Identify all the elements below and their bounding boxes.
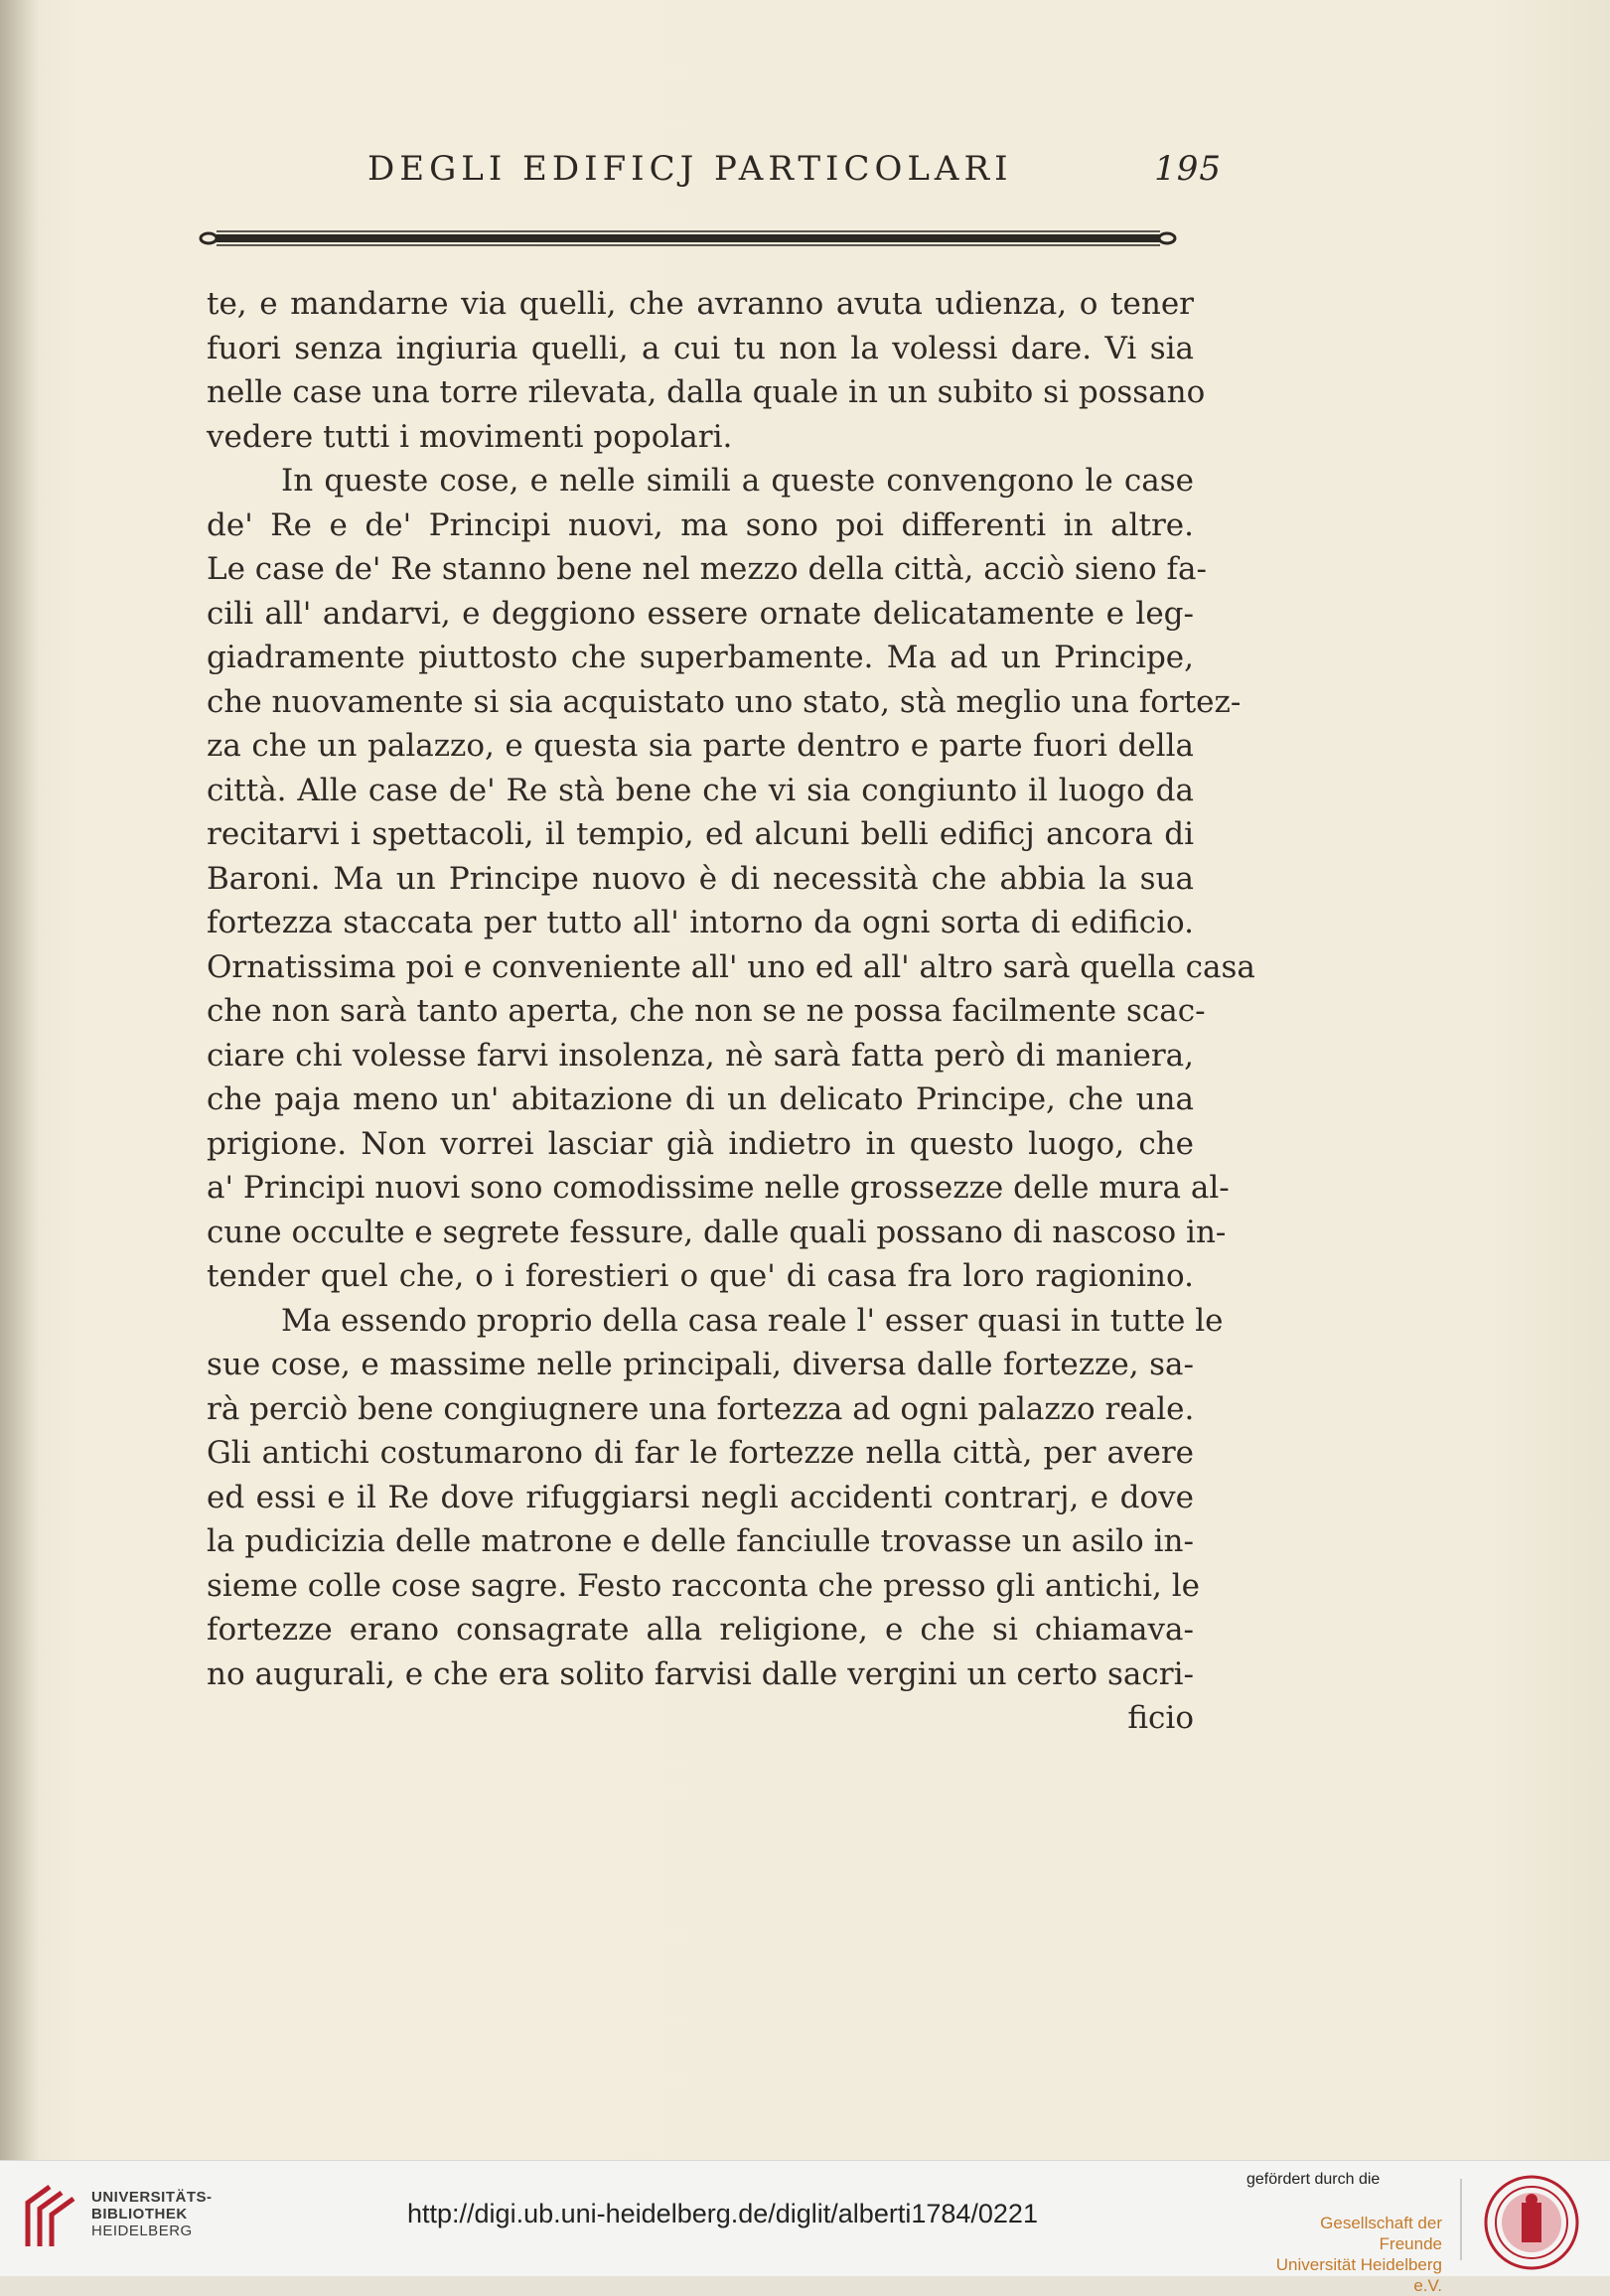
sponsor-name-line1: Gesellschaft der Freunde (1320, 2214, 1442, 2253)
library-name-line3: HEIDELBERG (91, 2223, 193, 2239)
text-line: Baroni. Ma un Principe nuovo è di necessità che abbia la sua (207, 860, 1194, 897)
text-line: no augurali, e che era solito farvisi dalle vergini un certo sacri- (207, 1655, 1194, 1692)
text-line: te, e mandarne via quelli, che avranno avuta udienza, o tener (207, 286, 1194, 322)
text-line: che non sarà tanto aperta, che non se ne possa facilmente scac- (207, 993, 1206, 1029)
university-library-logo-icon (20, 2181, 81, 2252)
text-line: za che un palazzo, e questa sia parte dentro e parte fuori della (207, 728, 1194, 764)
text-line: In queste cose, e nelle simili a queste convengono le case (281, 463, 1194, 499)
text-line: sieme colle cose sagre. Festo racconta che presso gli antichi, le (207, 1567, 1200, 1604)
text-line: cili all' andarvi, e deggiono essere ornate delicatamente e leg- (207, 595, 1194, 632)
ornamental-rule (199, 228, 1177, 248)
university-seal-icon (1482, 2173, 1581, 2272)
spine-shadow (0, 0, 40, 2160)
running-head-title: DEGLI EDIFICJ PARTICOLARI (367, 149, 1013, 189)
body-text (207, 282, 1255, 1741)
sponsor-label: gefördert durch die (1246, 2171, 1381, 2188)
text-line: de' Re e de' Principi nuovi, ma sono poi differenti in altre. (207, 506, 1194, 543)
text-line: fortezze erano consagrate alla religione, e che si chiamava- (207, 1612, 1194, 1648)
text-line: tender quel che, o i forestieri o que' di casa fra loro ragionino. (207, 1258, 1194, 1294)
text-line: sue cose, e massime nelle principali, diversa dalle fortezze, sa- (207, 1347, 1194, 1382)
text-line: Gli antichi costumarono di far le fortezze nella città, per avere (207, 1435, 1194, 1471)
text-line: ficio (1127, 1700, 1194, 1736)
text-line: fuori senza ingiuria quelli, a cui tu non la volessi dare. Vi sia (207, 330, 1194, 366)
footer-divider (1460, 2179, 1462, 2260)
text-line: ed essi e il Re dove rifuggiarsi negli accidenti contrarj, e dove (207, 1479, 1194, 1515)
library-name (91, 2189, 213, 2239)
text-line: città. Alle case de' Re stà bene che vi sia congiunto il luogo da (207, 772, 1194, 808)
text-line: recitarvi i spettacoli, il tempio, ed alcuni belli edificj ancora di (207, 816, 1194, 852)
text-line: giadramente piuttosto che superbamente. Ma ad un Principe, (207, 640, 1194, 675)
text-line: prigione. Non vorrei lasciar già indietro in questo luogo, che (207, 1125, 1194, 1162)
text-line: Ornatissima poi e conveniente all' uno ed all' altro sarà quella casa (207, 948, 1255, 985)
library-name-line2: BIBLIOTHEK (91, 2206, 188, 2223)
text-line: Ma essendo proprio della casa reale l' esser quasi in tutte le (281, 1302, 1224, 1339)
permalink[interactable]: http://digi.ub.uni-heidelberg.de/diglit/alberti1784/0221 (407, 2199, 1038, 2228)
library-name-line1: UNIVERSITÄTS- (91, 2189, 213, 2206)
digitization-footer (0, 2160, 1610, 2295)
text-line: cune occulte e segrete fessure, dalle quali possano di nascoso in- (207, 1214, 1227, 1250)
text-line: vedere tutti i movimenti popolari. (207, 418, 733, 455)
text-line: che nuovamente si sia acquistato uno stato, stà meglio una fortez- (207, 683, 1242, 720)
text-line: che paja meno un' abitazione di un delicato Principe, che una (207, 1081, 1194, 1117)
text-line: a' Principi nuovi sono comodissime nelle grossezze delle mura al- (207, 1170, 1230, 1206)
text-line: Le case de' Re stanno bene nel mezzo della città, acciò sieno fa- (207, 551, 1207, 587)
text-line: la pudicizia delle matrone e delle fanciulle trovasse un asilo in- (207, 1523, 1194, 1559)
sponsor-name-line2: Universität Heidelberg e.V. (1275, 2255, 1442, 2295)
text-line: nelle case una torre rilevata, dalla quale in un subito si possano (207, 374, 1206, 410)
text-line: ciare chi volesse farvi insolenza, nè sarà fatta però di maniera, (207, 1037, 1194, 1074)
text-line: fortezza staccata per tutto all' intorno da ogni sorta di edificio. (207, 905, 1194, 940)
sponsor-name (1253, 2213, 1442, 2296)
page-number: 195 (1154, 149, 1222, 189)
text-line: rà perciò bene congiugnere una fortezza ad ogni palazzo reale. (207, 1390, 1195, 1427)
